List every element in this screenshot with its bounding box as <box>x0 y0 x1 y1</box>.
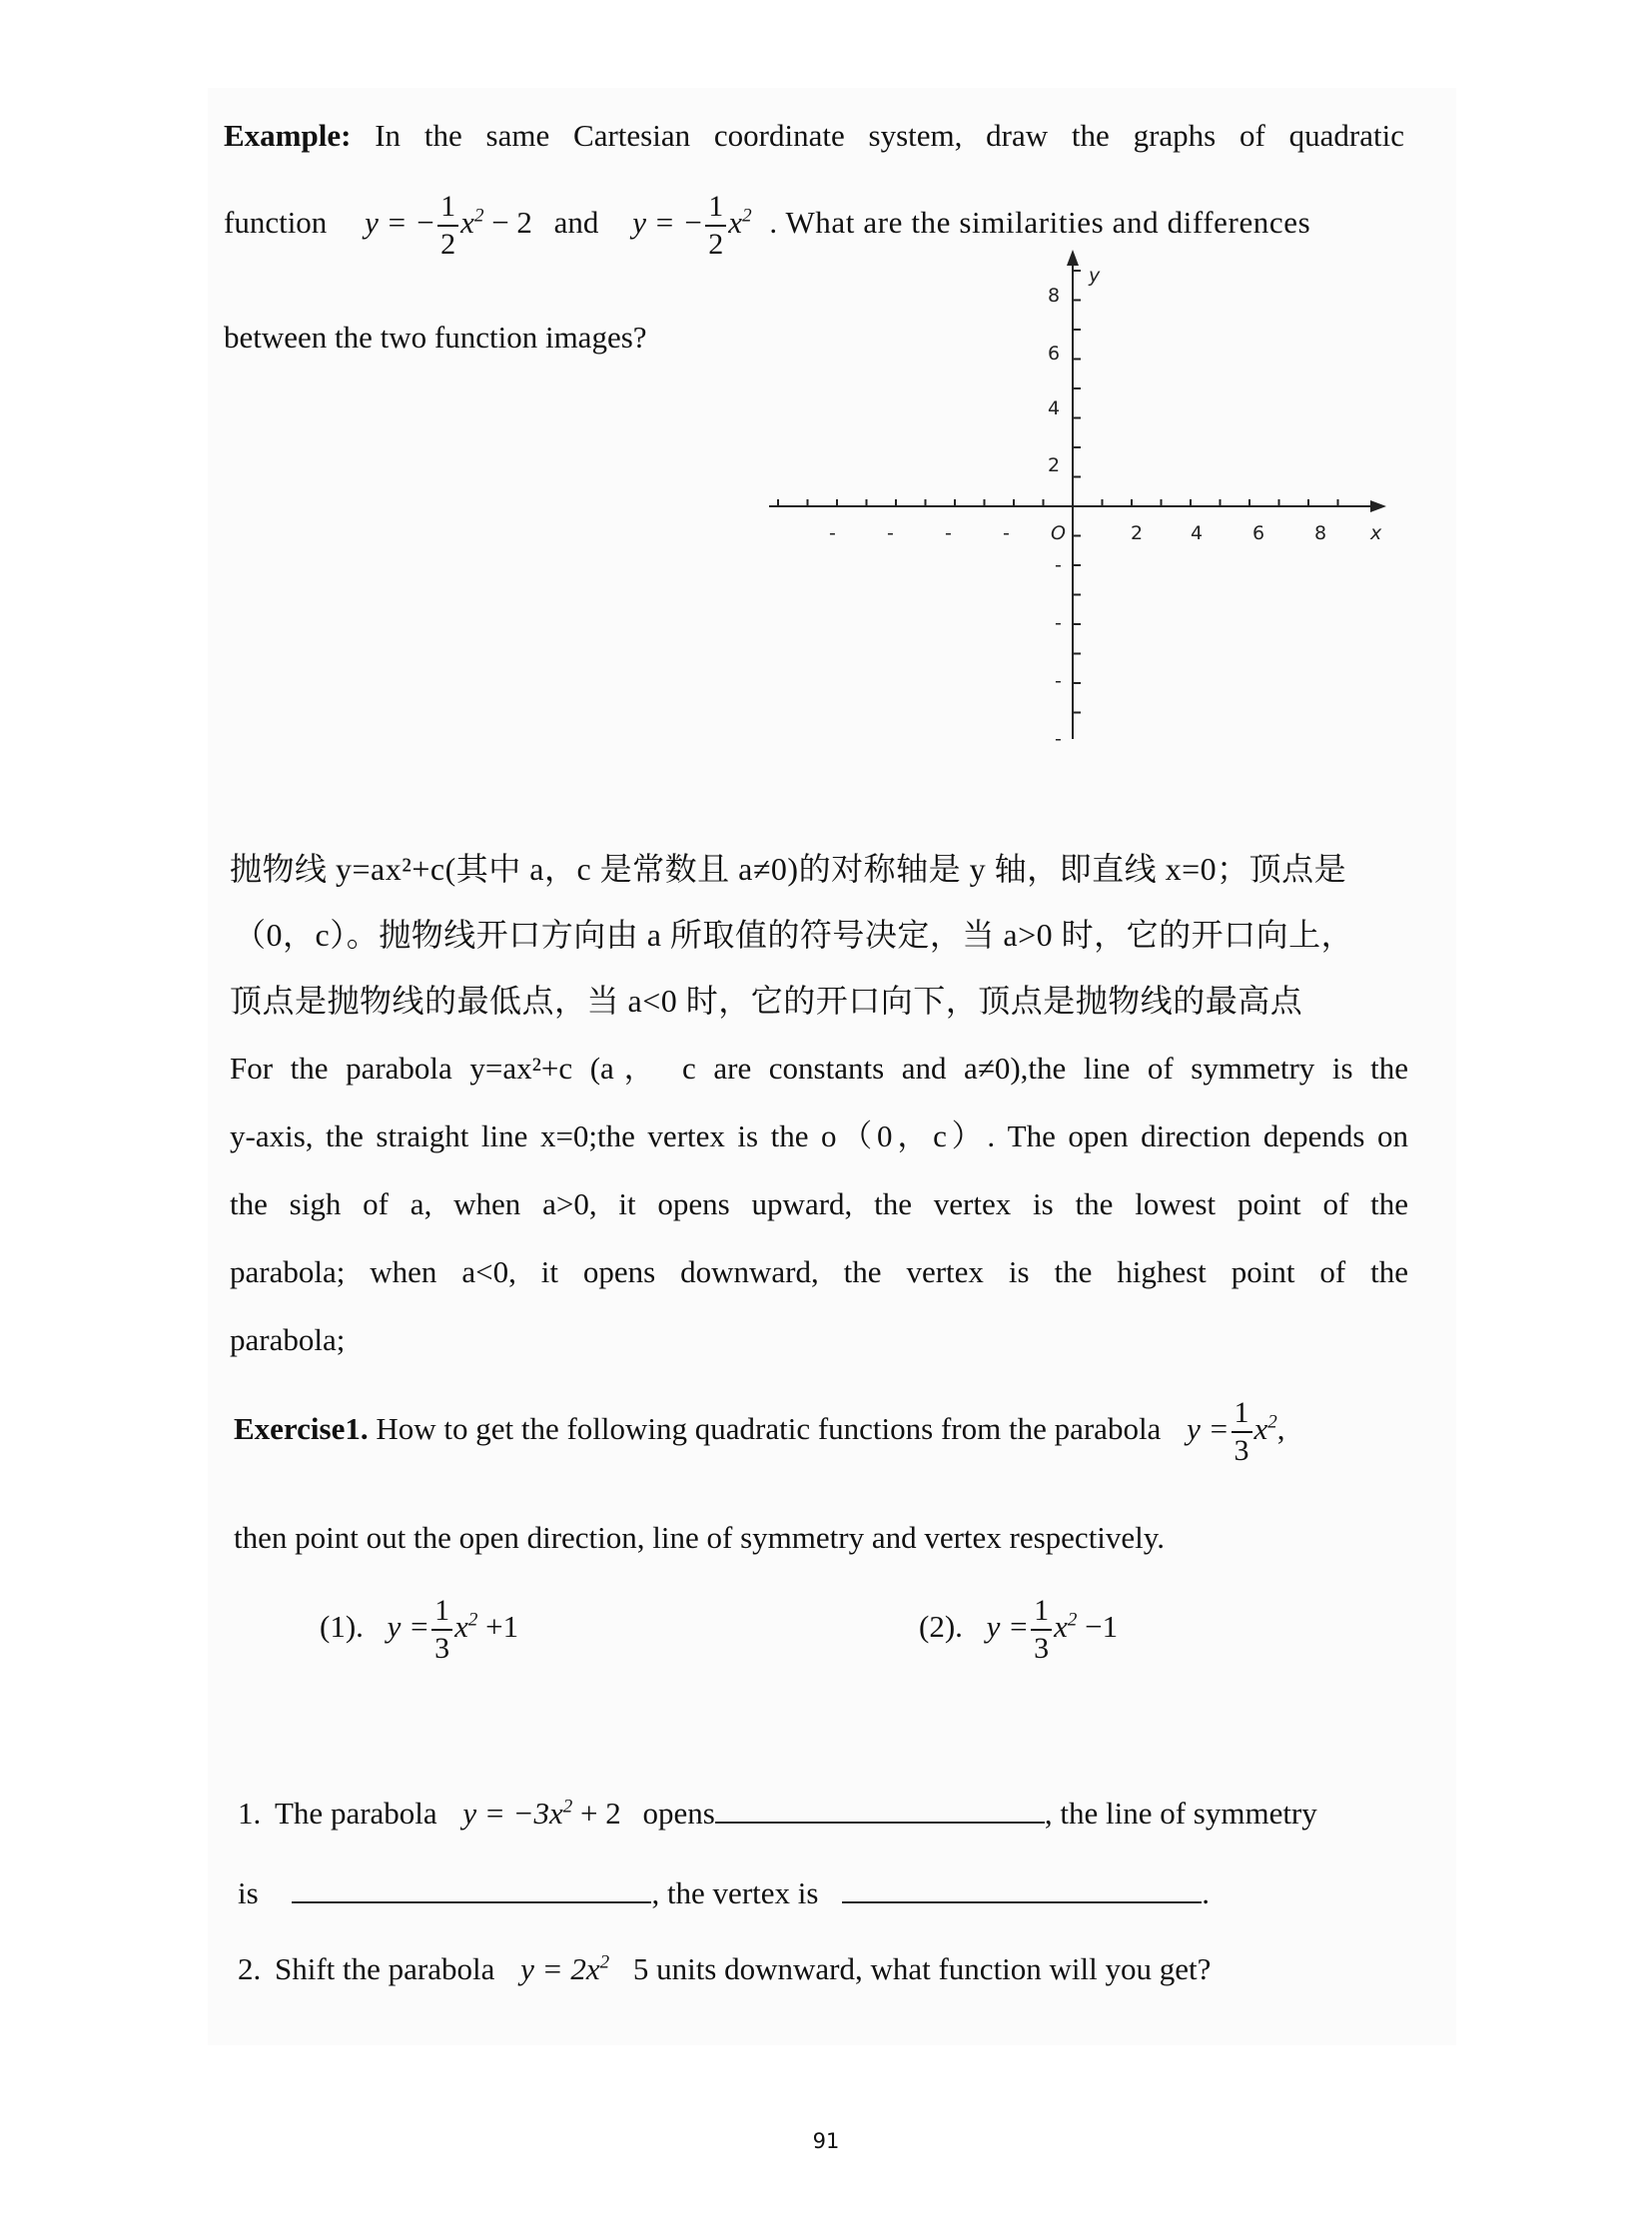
x-tick-label-2: 2 <box>1131 522 1144 544</box>
x-tick-marks <box>778 499 1338 506</box>
exercise1-part-2 <box>919 1596 1118 1666</box>
y-axis-arrow <box>1067 250 1079 266</box>
y-tick-marks <box>1073 271 1081 713</box>
exercise1-formula-numerator: 1 <box>1232 1398 1252 1433</box>
example-line-1 <box>224 116 1404 156</box>
part-2-formula-exponent: 2 <box>1067 1609 1078 1631</box>
example-text-1: In the same Cartesian coordinate system, draw the graphs of quadratic <box>375 118 1404 153</box>
exercise1-line-1 <box>234 1398 1412 1468</box>
formula-2-numerator: 1 <box>705 192 726 227</box>
exercise1-formula-fraction <box>1232 1398 1252 1466</box>
x-axis-arrow <box>1370 500 1386 512</box>
part-1-formula-denominator: 3 <box>434 1632 450 1665</box>
question1-formula-exponent: 2 <box>562 1796 573 1818</box>
coordinate-graph <box>759 240 1398 759</box>
answer-blank-opens[interactable] <box>715 1796 1045 1824</box>
neg-y-mark: - <box>1055 728 1062 750</box>
part-2-formula-fraction <box>1031 1596 1052 1664</box>
x-tick-label-4: 4 <box>1191 522 1204 544</box>
y-tick-label-8: 8 <box>1048 285 1061 307</box>
answer-blank-symmetry[interactable] <box>292 1875 651 1903</box>
neg-x-mark: - <box>829 522 836 544</box>
neg-x-mark: - <box>945 522 952 544</box>
part-2-formula <box>986 1594 1119 1665</box>
part-2-formula-variable: x <box>1054 1609 1068 1645</box>
part-2-formula-denominator: 3 <box>1034 1632 1050 1665</box>
y-axis-label: y <box>1089 265 1101 287</box>
question2-number: 2. <box>238 1951 262 1986</box>
neg-x-mark: - <box>887 522 894 544</box>
page-number: 91 <box>812 2129 840 2153</box>
formula-2 <box>632 190 759 261</box>
part-2-formula-tail: −1 <box>1077 1609 1119 1645</box>
and-word: and <box>553 205 599 241</box>
question2-line <box>238 1949 1211 1989</box>
english-line-2: y-axis, the straight line x=0;the vertex is the o（0，c）. The open direction depends on <box>230 1118 1408 1153</box>
question2-text-a: Shift the parabola <box>275 1951 495 1986</box>
question1-formula-tail: + 2 <box>572 1796 621 1831</box>
part-1-label: (1). <box>320 1609 364 1645</box>
question2-formula-main: y = 2x <box>520 1951 600 1986</box>
x-tick-label-6: 6 <box>1252 522 1265 544</box>
question2-formula-exponent: 2 <box>599 1951 610 1973</box>
part-1-formula-exponent: 2 <box>467 1609 478 1631</box>
formula-2-variable: x <box>728 205 743 241</box>
formula-1-exponent: 2 <box>473 205 484 227</box>
neg-y-mark: - <box>1055 554 1062 576</box>
exercise1-part-1 <box>320 1596 518 1666</box>
question1-formula-main: y = −3x <box>462 1796 563 1831</box>
part-1-formula-lhs: y = <box>387 1609 430 1645</box>
y-tick-label-6: 6 <box>1048 343 1061 365</box>
exercise1-formula-denominator: 3 <box>1234 1434 1249 1467</box>
exercise1-formula <box>1187 1396 1285 1467</box>
english-line-4: parabola; when a<0, it opens downward, the vertex is the highest point of the <box>230 1254 1408 1289</box>
exercise1-formula-lhs: y = <box>1187 1411 1230 1447</box>
exercise1-formula-comma: , <box>1276 1411 1285 1447</box>
question1-text-b: opens <box>642 1796 715 1831</box>
neg-y-mark: - <box>1055 612 1062 634</box>
formula-1-variable: x <box>460 205 474 241</box>
exercise1-line-2: then point out the open direction, line of symmetry and vertex respectively. <box>234 1520 1166 1555</box>
part-2-label: (2). <box>919 1609 963 1645</box>
answer-blank-vertex[interactable] <box>842 1875 1202 1903</box>
english-line-1: For the parabola y=ax²+c (a， c are constants and a≠0),the line of symmetry is the <box>230 1051 1408 1086</box>
function-word: function <box>224 205 328 241</box>
formula-1-fraction <box>437 192 458 260</box>
question2-formula <box>520 1951 609 1986</box>
question2-text-b: 5 units downward, what function will you get? <box>632 1951 1212 1986</box>
question1-line-1 <box>238 1794 1317 1834</box>
formula-2-denominator: 2 <box>708 228 724 261</box>
chinese-line-2: （0，c）。抛物线开口方向由 a 所取值的符号决定，当 a>0 时，它的开口向上， <box>234 917 1354 953</box>
formula-1-tail: − 2 <box>483 205 532 241</box>
part-1-formula-variable: x <box>454 1609 468 1645</box>
question1-text-c: , the line of symmetry <box>1044 1796 1317 1831</box>
part-1-formula-fraction <box>431 1596 452 1664</box>
formula-2-exponent: 2 <box>742 205 752 227</box>
neg-y-mark: - <box>1055 670 1062 692</box>
english-line-3: the sigh of a, when a>0, it opens upward, the vertex is the lowest point of the <box>230 1186 1408 1221</box>
exercise1-formula-variable: x <box>1253 1411 1268 1447</box>
example-text-2: . What are the similarities and differences <box>769 205 1311 241</box>
chinese-line-3: 顶点是抛物线的最低点，当 a<0 时，它的开口向下，顶点是抛物线的最高点 <box>230 983 1303 1019</box>
exercise1-label: Exercise1. <box>234 1411 369 1447</box>
formula-1 <box>365 190 540 261</box>
formula-1-numerator: 1 <box>437 192 458 227</box>
exercise1-text-1: How to get the following quadratic functions from the parabola <box>376 1411 1162 1447</box>
part-2-formula-lhs: y = <box>986 1609 1030 1645</box>
formula-2-fraction <box>705 192 726 260</box>
y-tick-label-4: 4 <box>1048 397 1061 419</box>
neg-x-mark: - <box>1003 522 1010 544</box>
example-line-3: between the two function images? <box>224 320 647 355</box>
part-1-formula-tail: +1 <box>477 1609 519 1645</box>
part-1-formula <box>387 1594 519 1665</box>
part-2-formula-numerator: 1 <box>1031 1596 1052 1631</box>
exercise1-formula-exponent: 2 <box>1267 1411 1277 1433</box>
x-tick-label-8: 8 <box>1314 522 1327 544</box>
question1-number: 1. <box>238 1796 262 1831</box>
example-label: Example: <box>224 118 352 153</box>
question1-text-d: is <box>238 1875 259 1910</box>
english-line-5: parabola; <box>230 1322 346 1357</box>
origin-label: O <box>1051 522 1066 544</box>
part-1-formula-numerator: 1 <box>431 1596 452 1631</box>
formula-1-denominator: 2 <box>440 228 456 261</box>
question1-formula <box>462 1796 620 1831</box>
question1-text-f: . <box>1202 1875 1210 1910</box>
question1-text-a: The parabola <box>275 1796 437 1831</box>
formula-1-lhs: y = − <box>365 205 436 241</box>
question1-text-e: , the vertex is <box>651 1875 819 1910</box>
x-axis-label: x <box>1370 522 1382 544</box>
chinese-line-1: 抛物线 y=ax²+c(其中 a，c 是常数且 a≠0)的对称轴是 y 轴，即直线 x=0；顶点是 <box>230 851 1347 887</box>
formula-2-lhs: y = − <box>632 205 704 241</box>
y-tick-label-2: 2 <box>1048 454 1061 476</box>
question1-line-2 <box>238 1873 1210 1913</box>
